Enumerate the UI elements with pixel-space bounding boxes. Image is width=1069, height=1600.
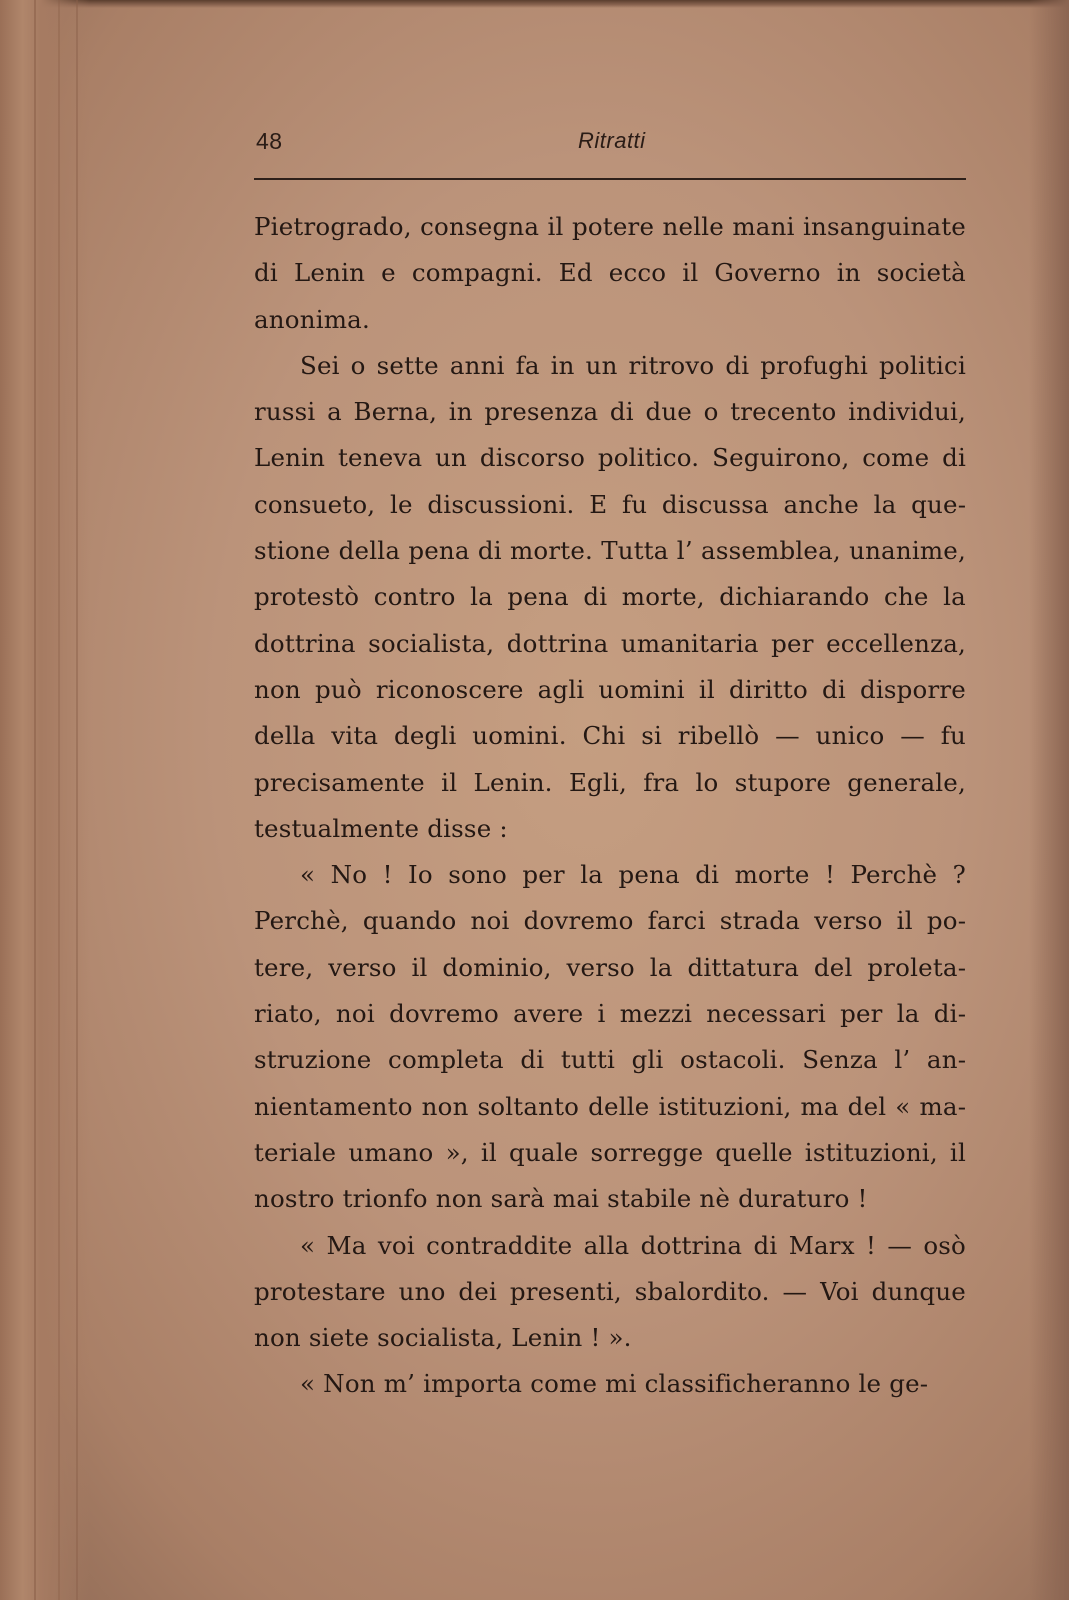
page-top-edge (0, 0, 1069, 8)
paragraph: « No ! Io sono per la pena di morte ! Perchè ? Perchè, quando noi dovremo farci strada verso il potere, verso il dominio, verso la dittatura del proletariato, noi dovremo avere i mezzi necessari per la distruzione completa di tutti gli ostacoli. Senza l’ annientamento non soltanto delle istituzioni, ma del « materiale umano », il quale sorregge quelle istituzioni, il nostro trionfo non sarà mai stabile nè duraturo ! (254, 860, 966, 1214)
page-right-edge (1029, 0, 1069, 1600)
binding-line (34, 0, 36, 1600)
body-text (254, 204, 966, 1408)
running-head (256, 128, 966, 162)
binding-line (58, 0, 60, 1600)
paragraph: « Non m’ importa come mi classificheranno le ge- (300, 1369, 929, 1399)
page-number: 48 (256, 128, 283, 154)
running-title: Ritratti (578, 128, 646, 153)
paragraph: « Ma voi contraddite alla dottrina di Marx ! — osò protestare uno dei presenti, sbalordito. — Voi dunque non siete socialista, Lenin ! ». (254, 1230, 966, 1353)
header-rule (254, 178, 966, 180)
paragraph: Pietrogrado, consegna il potere nelle mani insanguinate di Lenin e compagni. Ed ecco il Governo in società anonima. (254, 212, 966, 334)
paragraph: Sei o sette anni fa in un ritrovo di profughi politici russi a Berna, in presenza di due o trecento individui, Lenin teneva un discorso politico. Seguirono, come di consueto, le discussioni. E fu discussa anche la questione della pena di morte. Tutta l’ assemblea, unanime, protestò contro la pena di morte, dichiarando che la dottrina socialista, dottrina umanitaria per eccellenza, non può riconoscere agli uomini il diritto di disporre della vita degli uomini. Chi si ribellò — unico — fu precisamente il Lenin. Egli, fra lo stupore generale, testualmente disse : (254, 350, 966, 843)
binding-line (76, 0, 78, 1600)
